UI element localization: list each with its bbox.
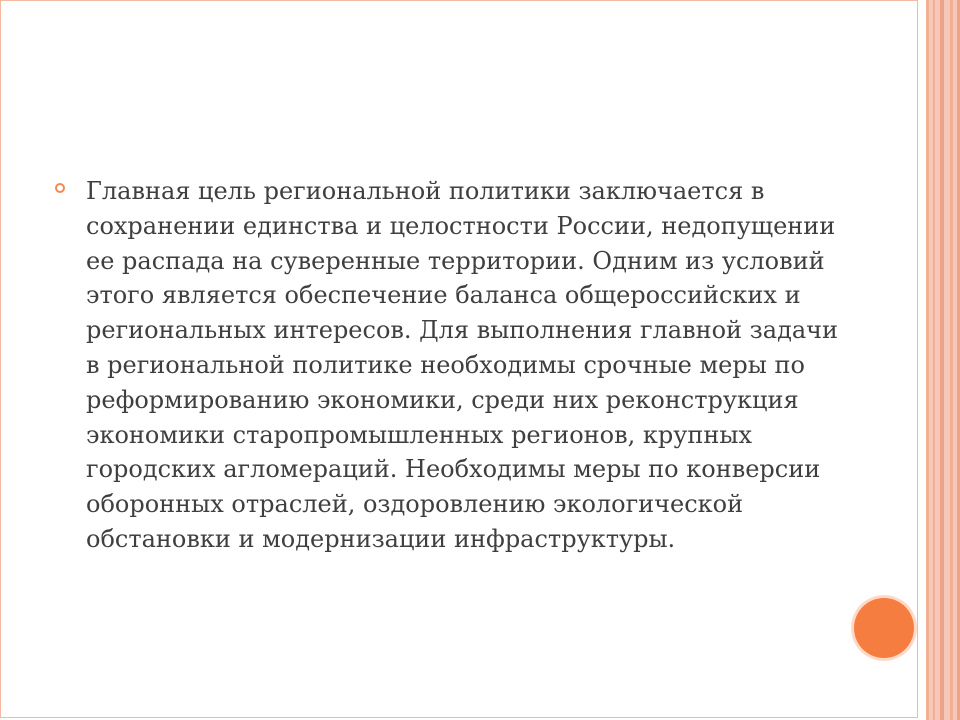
orange-circle-icon	[854, 598, 914, 658]
side-bar	[950, 0, 953, 720]
bullet-icon	[55, 183, 65, 193]
decorative-side-bars	[926, 0, 960, 720]
side-bar	[926, 0, 929, 720]
side-bar	[933, 0, 935, 720]
slide-body-text: Главная цель региональной политики заключается в сохранении единства и целостности России, недопущении ее распада на суверенные территории. Одним из условий этого является обеспечение баланса общероссийских и региональных интересов. Для выполнения главной задачи в региональной политике необходимы срочные меры по реформированию экономики, среди них реконструкция экономики старопромышленных регионов, крупных городских агломераций. Необходимы меры по конверсии оборонных отраслей, оздоровлению экологической обстановки и модернизации инфраструктуры.	[86, 177, 839, 553]
side-bar	[940, 0, 944, 720]
